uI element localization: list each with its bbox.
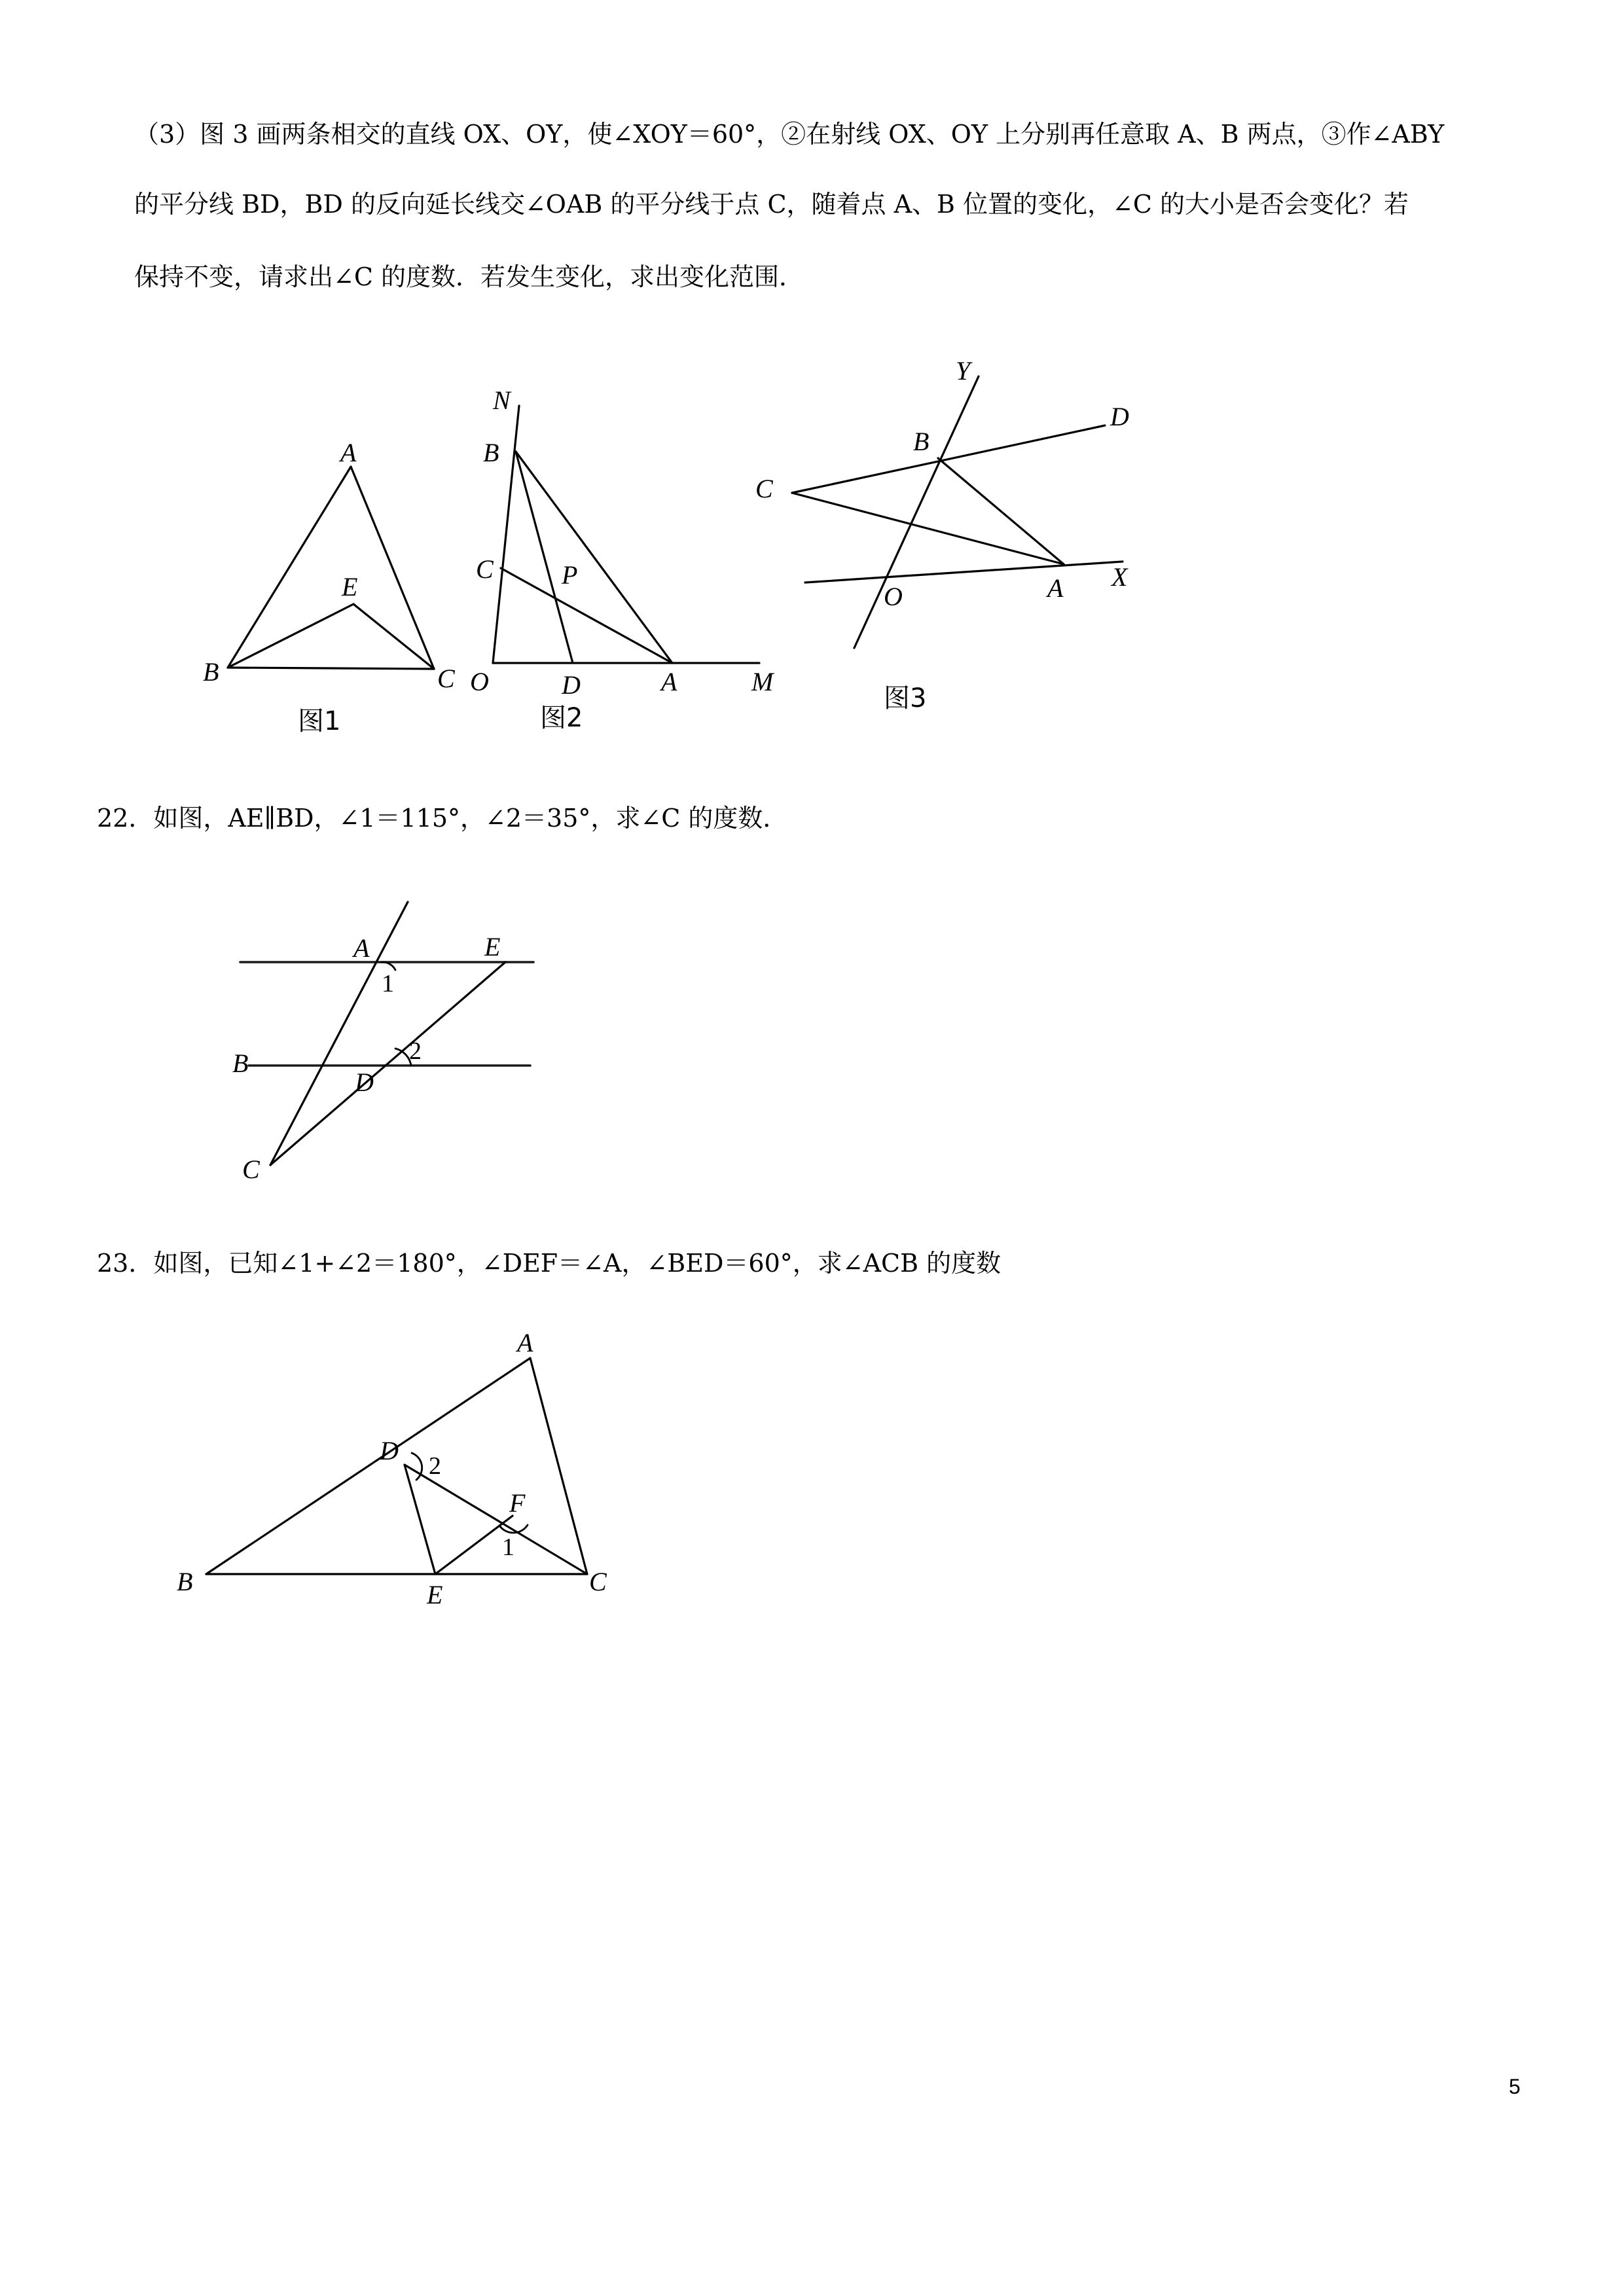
- fig2-label-d: D: [562, 670, 581, 700]
- fig1-label-c: C: [437, 664, 455, 693]
- fig2-label-n: N: [493, 386, 511, 415]
- fig3-label-a: A: [1047, 573, 1064, 603]
- q21-part3-line3: 保持不变，请求出∠C 的度数．若发生变化，求出变化范围．: [134, 262, 804, 291]
- q22-text: 22．如图，AE∥BD，∠1＝115°，∠2＝35°，求∠C 的度数．: [97, 804, 788, 833]
- figure-q23: [170, 1322, 628, 1630]
- fig2-label-a: A: [661, 667, 677, 696]
- q23-label-b: B: [177, 1567, 193, 1596]
- q23-label-d: D: [380, 1436, 399, 1465]
- fig2-label-m: M: [751, 667, 774, 696]
- q22-label-2: 2: [409, 1037, 422, 1065]
- q23-text: 23．如图，已知∠1+∠2＝180°，∠DEF＝∠A，∠BED＝60°，求∠ACB 的度数: [97, 1249, 1001, 1278]
- q23-segment-ba: [206, 1358, 530, 1574]
- fig2-label-o: O: [470, 667, 489, 696]
- fig1-label-b: B: [203, 657, 219, 687]
- fig2-segment-ba: [516, 452, 672, 663]
- q23-label-f: F: [509, 1488, 526, 1518]
- q23-label-1: 1: [502, 1534, 514, 1561]
- fig3-line-oy: [854, 376, 979, 648]
- fig3-caption: 图3: [884, 683, 927, 713]
- page-number: 5: [1509, 2075, 1521, 2098]
- fig3-label-b: B: [913, 427, 929, 456]
- fig1-segment-ac: [351, 467, 434, 669]
- fig2-label-p: P: [562, 560, 578, 590]
- fig2-segment-ca: [501, 568, 672, 663]
- fig2-caption: 图2: [540, 703, 583, 733]
- fig3-label-y: Y: [956, 356, 971, 386]
- fig1-caption: 图1: [298, 706, 341, 736]
- fig3-label-c: C: [755, 474, 773, 503]
- fig3-line-ox: [805, 562, 1123, 583]
- q22-label-c: C: [242, 1155, 260, 1184]
- q23-label-a: A: [517, 1328, 533, 1357]
- fig1-label-a: A: [340, 438, 357, 467]
- q22-line-ca: [270, 902, 408, 1165]
- fig1-label-e: E: [342, 572, 358, 601]
- q23-label-2: 2: [429, 1452, 441, 1480]
- fig1-segment-bc: [228, 668, 434, 669]
- q22-label-b: B: [232, 1049, 249, 1078]
- q22-label-e: E: [484, 932, 501, 961]
- fig3-segment-cd: [792, 425, 1105, 493]
- figure-3: [753, 353, 1185, 726]
- q23-angle-2-arc: [412, 1453, 422, 1480]
- fig3-label-d: D: [1110, 402, 1129, 431]
- figure-q22: [223, 897, 563, 1191]
- q23-segment-dc: [405, 1465, 587, 1574]
- fig2-label-c: C: [476, 554, 494, 584]
- q23-label-e: E: [427, 1580, 443, 1609]
- q23-segment-ac: [530, 1358, 587, 1574]
- figure-1: [196, 432, 471, 740]
- fig3-label-o: O: [884, 582, 903, 611]
- q22-label-a: A: [353, 933, 370, 963]
- q22-label-1: 1: [382, 970, 394, 997]
- fig1-segment-ec: [353, 604, 434, 669]
- q23-segment-ef: [435, 1516, 513, 1574]
- fig3-label-x: X: [1111, 562, 1128, 592]
- fig2-label-b: B: [483, 438, 499, 467]
- q21-part3-line1: （3）图 3 画两条相交的直线 OX、OY，使∠XOY＝60°，②在射线 OX、OY 上分别再任意取 A、B 两点，③作∠ABY: [134, 120, 1445, 149]
- q21-part3-line2: 的平分线 BD，BD 的反向延长线交∠OAB 的平分线于点 C，随着点 A、B 位置的变化，∠C 的大小是否会变化？若: [134, 190, 1409, 219]
- q22-label-d: D: [355, 1067, 374, 1097]
- fig2-segment-bd: [516, 452, 573, 663]
- q23-label-c: C: [589, 1567, 607, 1596]
